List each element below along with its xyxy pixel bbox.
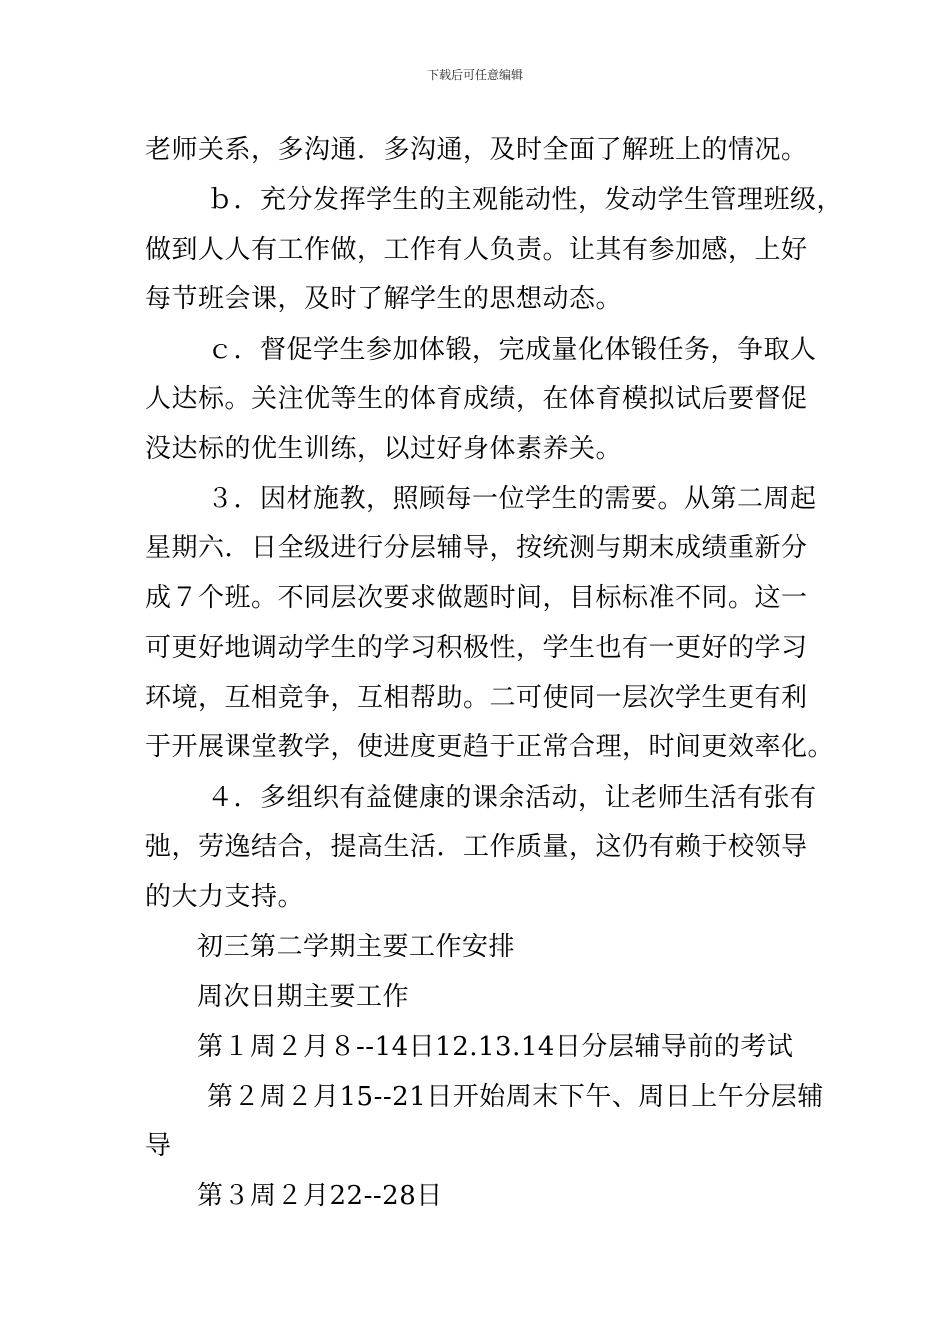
paragraph-line: 于开展课堂教学，使进度更趋于正常合理，时间更效率化。 bbox=[145, 732, 835, 762]
section-heading: 初三第二学期主要工作安排 bbox=[197, 932, 516, 962]
paragraph-line: 做到人人有工作做，工作有人负责。让其有参加感，上好 bbox=[145, 235, 808, 265]
paragraph-line: 没达标的优生训练，以过好身体素养关。 bbox=[145, 434, 623, 464]
page-header: 下载后可任意编辑 bbox=[426, 68, 523, 82]
paragraph-line: 可更好地调动学生的学习积极性，学生也有一更好的学习 bbox=[145, 633, 808, 663]
paragraph-line: 老师关系，多沟通．多沟通，及时全面了解班上的情况。 bbox=[145, 135, 808, 165]
paragraph-line: 弛，劳逸结合，提高生活．工作质量，这仍有赖于校领导 bbox=[145, 832, 808, 862]
schedule-line: 第２周２月15--21日开始周末下午、周日上午分层辅 bbox=[207, 1082, 824, 1112]
table-header-line: 周次日期主要工作 bbox=[197, 982, 410, 1012]
paragraph-line: ３．因材施教，照顾每一位学生的需要。从第二周起 bbox=[207, 484, 817, 514]
paragraph-line: ４．多组织有益健康的课余活动，让老师生活有张有 bbox=[207, 783, 817, 813]
paragraph-line: 每节班会课，及时了解学生的思想动态。 bbox=[145, 284, 623, 314]
paragraph-line: 环境，互相竞争，互相帮助。二可使同一层次学生更有利 bbox=[145, 683, 808, 713]
schedule-line: 导 bbox=[145, 1131, 172, 1161]
paragraph-line: 星期六．日全级进行分层辅导，按统测与期末成绩重新分 bbox=[145, 533, 808, 563]
schedule-line: 第１周２月８--14日12.13.14日分层辅导前的考试 bbox=[197, 1032, 794, 1062]
paragraph-line: 的大力支持。 bbox=[145, 882, 305, 912]
paragraph-line: ｂ．充分发挥学生的主观能动性，发动学生管理班级， bbox=[207, 185, 844, 215]
paragraph-line: 人达标。关注优等生的体育成绩，在体育模拟试后要督促 bbox=[145, 384, 808, 414]
paragraph-line: 成７个班。不同层次要求做题时间，目标标准不同。这一 bbox=[145, 583, 808, 613]
paragraph-line: ｃ．督促学生参加体锻，完成量化体锻任务，争取人 bbox=[207, 335, 817, 365]
schedule-line: 第３周２月22--28日 bbox=[197, 1181, 443, 1211]
